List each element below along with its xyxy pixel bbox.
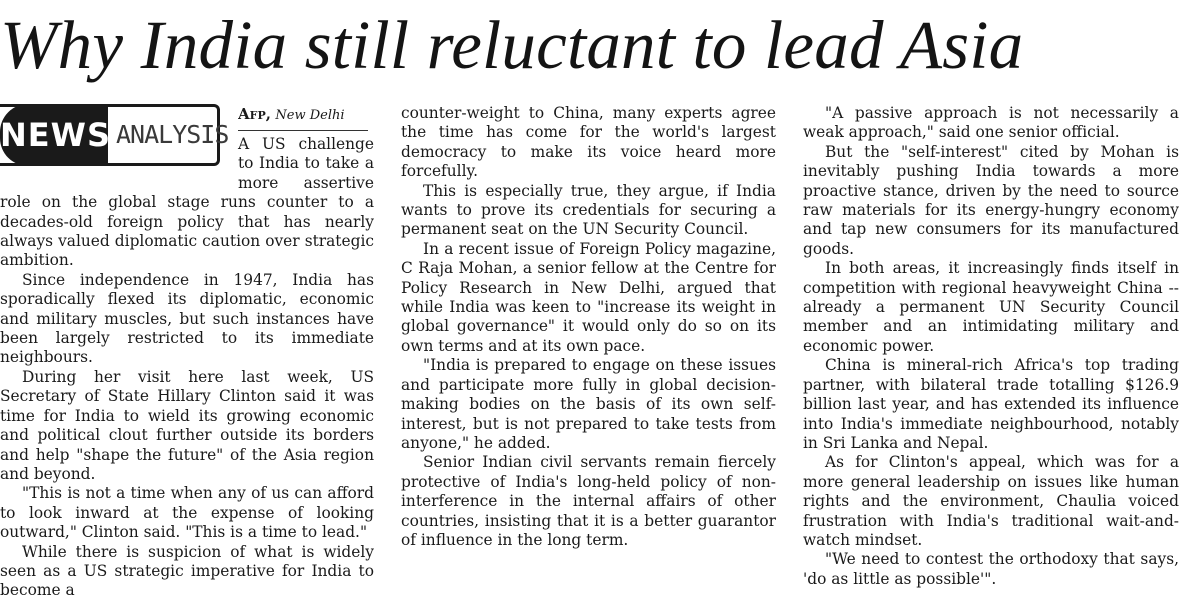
paragraph: China is mineral-rich Africa's top trading partner, with bilateral trade totalling $126.9 billion last year, and has extended its influence into India's immediate neighbourhood, notably in Sri Lanka and Nepal.	[803, 356, 1179, 452]
paragraph: During her visit here last week, US Secretary of State Hillary Clinton said it was time for India to wield its growing economic and political clout further outside its borders and help "shape the future" of the Asia region and beyond.	[0, 367, 374, 483]
byline	[238, 104, 368, 131]
byline-place: New Delhi	[275, 108, 345, 123]
paragraph: counter-weight to China, many experts agree the time has come for the world's largest democracy to make its voice heard more forcefully.	[401, 104, 776, 181]
paragraph: This is especially true, they argue, if India wants to prove its credentials for securing a permanent seat on the UN Security Council.	[401, 181, 776, 239]
paragraph: "A passive approach is not necessarily a weak approach," said one senior official.	[803, 104, 1179, 142]
paragraph: "India is prepared to engage on these issues and participate more fully in global decision-making bodies on the basis of its own self-interest, but is not prepared to take tests from anyone," he added.	[401, 356, 776, 452]
news-analysis-badge	[0, 104, 228, 170]
paragraph: As for Clinton's appeal, which was for a more general leadership on issues like human rights and the environment, Chaulia voiced frustration with India's traditional wait-and-watch mindset.	[803, 453, 1179, 549]
article-column-2	[401, 104, 776, 550]
paragraph: While there is suspicion of what is widely seen as a US strategic imperative for India to become a	[0, 542, 374, 600]
badge-analysis-label: ANALYSIS	[116, 120, 229, 149]
article-column-3	[803, 104, 1179, 589]
paragraph: In a recent issue of Foreign Policy magazine, C Raja Mohan, a senior fellow at the Centre for Policy Research in New Delhi, argued that while India was keen to "increase its weight in global governance" it would only do so on its own terms and at its own pace.	[401, 239, 776, 355]
paragraph: "We need to contest the orthodoxy that says, 'do as little as possible'".	[803, 550, 1179, 588]
paragraph: "This is not a time when any of us can afford to look inward at the expense of looking outward," Clinton said. "This is a time to lead."	[0, 484, 374, 542]
paragraph: But the "self-interest" cited by Mohan is inevitably pushing India towards a more proactive stance, driven by the need to source raw materials for its energy-hungry economy and tap new consumers for its manufactured goods.	[803, 142, 1179, 258]
byline-agency: Afp,	[238, 105, 271, 123]
paragraph: Senior Indian civil servants remain fiercely protective of India's long-held policy of non-interference in the internal affairs of other countries, insisting that it is a better guarantor of influence in the long term.	[401, 453, 776, 549]
article-column-1	[0, 104, 374, 601]
paragraph: A US challenge to India to take a more assertive role on the global stage runs counter to a decades-old foreign policy that has nearly always valued diplomatic caution over strategic ambition.	[0, 135, 374, 270]
badge-news-label: NEWS	[0, 104, 108, 166]
paragraph: In both areas, it increasingly finds itself in competition with regional heavyweight China -- already a permanent UN Security Council member and an intimidating military and economic power.	[803, 259, 1179, 355]
paragraph: Since independence in 1947, India has sporadically flexed its diplomatic, economic and military muscles, but such instances have been largely restricted to its immediate neighbours.	[0, 270, 374, 367]
headline: Why India still reluctant to lead Asia	[0, 7, 1024, 83]
